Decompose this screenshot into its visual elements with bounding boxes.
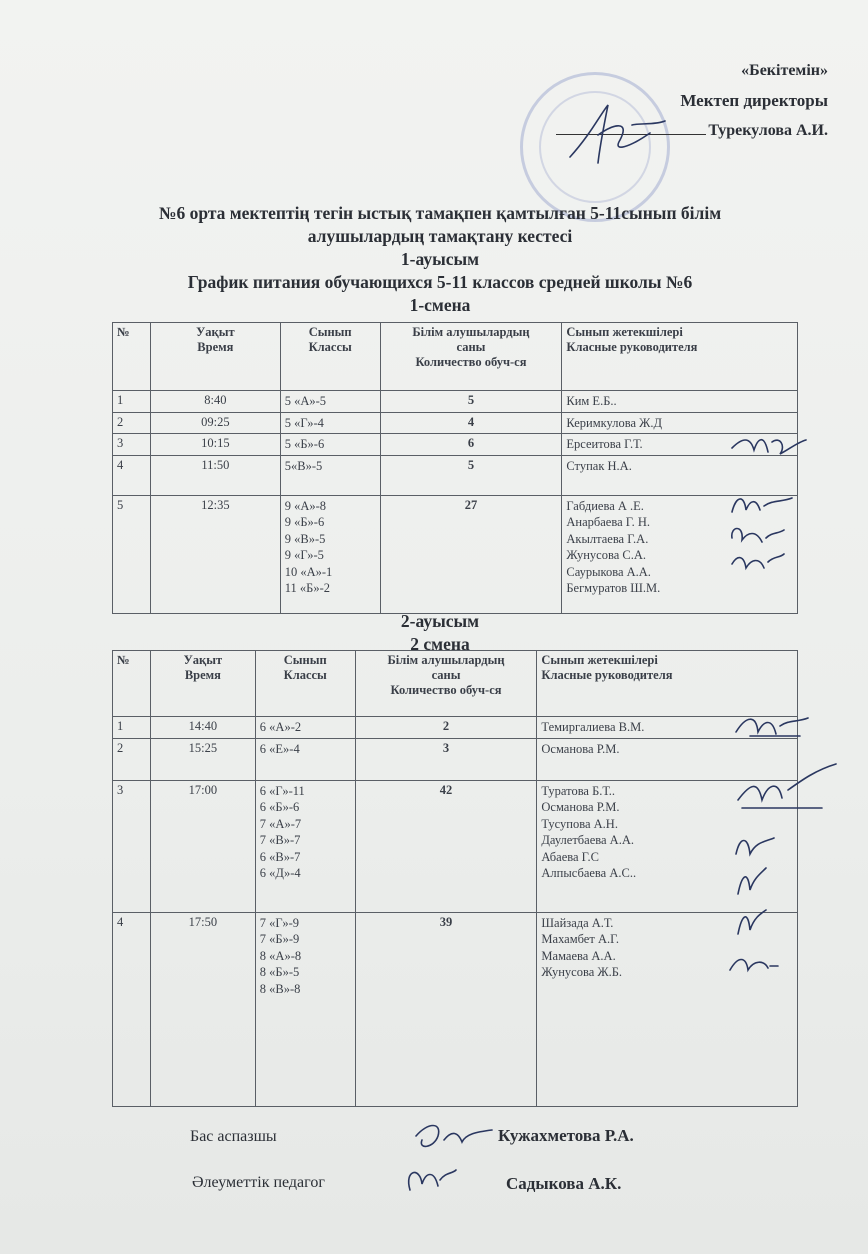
table-row: 1 8:40 5 «А»-5 5 Ким Е.Б.. <box>113 391 798 413</box>
shift1-heading-kz: 1-ауысым <box>400 249 480 269</box>
director-name: Турекулова А.И. <box>708 122 828 139</box>
teacher-signature <box>730 860 770 900</box>
shift2-heading-kz: 2-ауысым <box>400 611 480 631</box>
title-line-2: алушылардың тамақтану кестесі <box>307 226 573 246</box>
table-row: 3 10:15 5 «Б»-6 6 Ерсеитова Г.Т. <box>113 434 798 456</box>
header-class: Сынып Классы <box>280 323 380 391</box>
shift2-heading-ru: 2 смена <box>410 634 470 654</box>
header-time: Уақыт Время <box>150 323 280 391</box>
teacher-signature <box>724 948 784 978</box>
teacher-signature <box>728 428 808 464</box>
shift1-table <box>112 322 798 614</box>
teacher-signature <box>730 830 780 860</box>
table-row: 2 09:25 5 «Г»-4 4 Керимкулова Ж.Д <box>113 412 798 434</box>
pedagog-role: Әлеуметтік педагог <box>192 1174 325 1191</box>
header-time: Уақыт Время <box>150 651 255 717</box>
pedagog-name: Садыкова А.К. <box>506 1174 622 1193</box>
teacher-signature <box>726 490 796 520</box>
title-ru: График питания обучающихся 5-11 классов средней школы №6 <box>187 272 693 292</box>
cook-signature <box>408 1116 498 1156</box>
header-teachers: Сынып жетекшілері Класные руководителя <box>562 323 798 391</box>
table-row: 3 17:00 6 «Г»-11 6 «Б»-6 7 «А»-7 7 «В»-7 6 «В»-7 6 «Д»-4 42 Туратова Б.Т.. Османова Р.М. Тусупова А.Н. Даулетбаева А.А. Абаева Г.С Алпысбаева А.С.. <box>113 780 798 912</box>
teacher-signature <box>730 900 770 940</box>
pedagog-signature <box>400 1160 460 1204</box>
header-num: № <box>113 323 151 391</box>
header-count: Білім алушылардың саны Количество обуч-ся <box>355 651 537 717</box>
header-count: Білім алушылардың саны Количество обуч-ся <box>380 323 562 391</box>
cook-name: Кужахметова Р.А. <box>498 1126 634 1145</box>
cook-role: Бас аспазшы <box>190 1128 277 1145</box>
table-row: 2 15:25 6 «Е»-4 3 Османова Р.М. <box>113 738 798 780</box>
director-title: Мектеп директоры <box>680 91 828 110</box>
teacher-signature <box>730 708 810 742</box>
teacher-signature <box>726 548 786 576</box>
table-row: 1 14:40 6 «А»-2 2 Темиргалиева В.М. <box>113 717 798 739</box>
shift2-table <box>112 650 798 1107</box>
header-teachers: Сынып жетекшілері Класные руководителя <box>537 651 798 717</box>
header-class: Сынып Классы <box>255 651 355 717</box>
teacher-signature <box>726 520 786 550</box>
director-signature <box>560 95 670 170</box>
teacher-signature <box>732 760 842 820</box>
table-row: 5 12:35 9 «А»-8 9 «Б»-6 9 «В»-5 9 «Г»-5 10 «А»-1 11 «Б»-2 27 Габдиева А .Е. Анарбаева Г. Н. Акылтаева Г.А. Жунусова С.А. Саурыкова А.А. Бегмуратов Ш.М. <box>113 495 798 613</box>
document-title <box>60 202 820 317</box>
header-num: № <box>113 651 151 717</box>
shift1-heading-ru: 1-смена <box>409 295 471 315</box>
approval-label: «Бекітемін» <box>741 62 828 79</box>
title-line-1: №6 орта мектептің тегін ыстық тамақпен қамтылған 5-11сынып білім <box>158 203 722 223</box>
table-row: 4 17:50 7 «Г»-9 7 «Б»-9 8 «А»-8 8 «Б»-5 8 «В»-8 39 Шайзада А.Т. Махамбет А.Г. Мамаева А.А. Жунусова Ж.Б. <box>113 912 798 1106</box>
table-row: 4 11:50 5«В»-5 5 Ступак Н.А. <box>113 455 798 495</box>
